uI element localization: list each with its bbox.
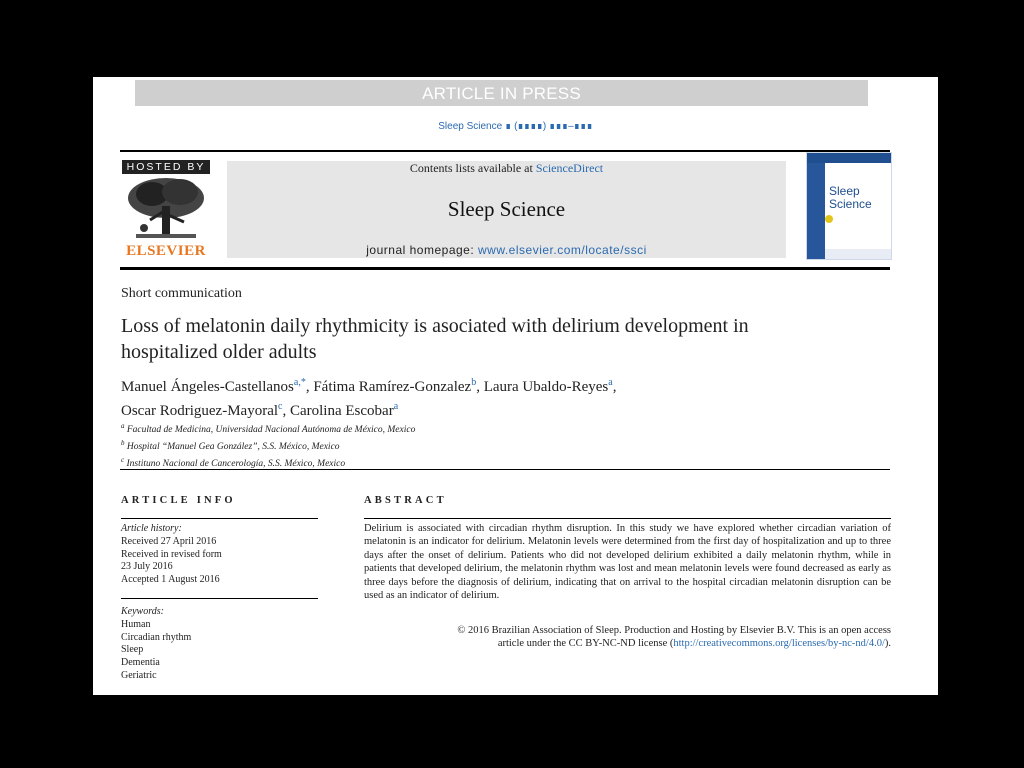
contents-prefix: Contents lists available at xyxy=(409,161,536,175)
cover-dot xyxy=(825,215,833,223)
author-separator: , xyxy=(282,403,290,419)
author-name: Fátima Ramírez-Gonzalez xyxy=(313,379,472,395)
cover-title xyxy=(829,185,872,211)
author-separator: , xyxy=(305,379,314,395)
keywords-rule xyxy=(121,598,318,599)
contents-line xyxy=(227,161,786,176)
author-name: Laura Ubaldo-Reyes xyxy=(483,379,609,395)
keywords-label: Keywords: xyxy=(121,606,164,617)
author-name: Manuel Ángeles-Castellanos xyxy=(121,379,294,395)
history-item: Received in revised form xyxy=(121,548,222,560)
affiliation-text: Facultad de Medicina, Universidad Nacional Autónoma de México, Mexico xyxy=(126,425,416,436)
author-name: Carolina Escobar xyxy=(289,403,394,419)
article-history xyxy=(121,523,222,587)
author-separator: , xyxy=(612,379,617,395)
cover-side-band xyxy=(807,163,825,259)
affiliation-text: Instituno Nacional de Cancerología, S.S. México, Mexico xyxy=(126,459,346,470)
masthead-bottom-rule xyxy=(120,267,890,270)
keyword-item: Circadian rhythm xyxy=(121,631,192,643)
author-affiliation-link[interactable]: c xyxy=(278,401,283,412)
hosted-by-label: HOSTED BY xyxy=(122,160,210,174)
history-item: 23 July 2016 xyxy=(121,561,173,573)
abstract-rule xyxy=(364,518,891,519)
history-label: Article history: xyxy=(121,523,182,534)
journal-title: Sleep Science xyxy=(447,197,566,221)
header-divider xyxy=(120,469,890,470)
article-type: Short communication xyxy=(121,286,242,301)
copyright-line-1: © 2016 Brazilian Association of Sleep. Production and Hosting by Elsevier B.V. This is an open access xyxy=(457,625,891,636)
author-affiliation-link[interactable]: a xyxy=(608,377,613,388)
abstract-heading: ABSTRACT xyxy=(364,495,447,506)
author-affiliation-link[interactable]: a xyxy=(393,401,399,412)
affiliation-item xyxy=(121,420,415,437)
article-info-rule xyxy=(121,518,318,519)
keyword-item: Dementia xyxy=(121,657,160,669)
cover-bottom-band xyxy=(825,249,891,259)
affiliation-list xyxy=(121,420,415,471)
sciencedirect-link[interactable]: ScienceDirect xyxy=(535,161,604,175)
journal-cover-thumbnail xyxy=(806,152,892,260)
cover-title-line-1: Sleep xyxy=(829,184,860,198)
journal-reference-link[interactable]: Sleep Science ∎ (∎∎∎∎) ∎∎∎–∎∎∎ xyxy=(438,121,593,132)
license-prefix: article under the CC BY-NC-ND license ( xyxy=(497,638,674,650)
keyword-item: Geriatric xyxy=(121,669,157,681)
license-link[interactable]: http://creativecommons.org/licenses/by-nc-nd/4.0/ xyxy=(673,638,885,650)
history-item: Received 27 April 2016 xyxy=(121,535,217,547)
keyword-item: Human xyxy=(121,618,151,630)
author-affiliation-link[interactable]: b xyxy=(471,377,477,388)
author-list xyxy=(121,373,761,421)
masthead-top-rule xyxy=(120,150,890,152)
keyword-list xyxy=(121,606,191,683)
copyright-line-2 xyxy=(364,637,891,650)
homepage-line xyxy=(227,243,786,257)
elsevier-logo-text: ELSEVIER xyxy=(126,243,206,259)
author-affiliation-link[interactable]: a,* xyxy=(293,377,306,388)
cover-title-line-2: Science xyxy=(829,197,872,211)
journal-masthead xyxy=(227,161,786,258)
article-in-press-banner: ARTICLE IN PRESS xyxy=(135,80,868,106)
author-separator: , xyxy=(476,379,484,395)
article-title: Loss of melatonin daily rhythmicity is asociated with delirium development in hospitalized older adults xyxy=(121,315,749,363)
author-name: Oscar Rodriguez-Mayoral xyxy=(121,403,279,419)
affiliation-marker: a xyxy=(121,422,125,430)
cover-top-band xyxy=(807,153,891,163)
elsevier-tree-logo xyxy=(122,176,210,242)
affiliation-marker: c xyxy=(121,456,125,465)
abstract-text: Delirium is associated with circadian rhythm disruption. In this study we have explored whether circadian variation of melatonin is an indicator for delirium. Melatonin levels were determined from the first day of hospitalization and up to three days after the onset of delirium. Patients who did not developed delirium exhibited a daily melatonin rhythm, while in patients that developed delirium, the melatonin rhythm was lost and mean melatonin levels were found decreased as early as three days before the diagnosis of delirium, indicating that on arrival to the hospital circadian melatonin disruption can be used as an indicator of delirium. xyxy=(364,523,891,602)
copyright-notice xyxy=(364,624,891,651)
keyword-item: Sleep xyxy=(121,644,144,656)
history-item: Accepted 1 August 2016 xyxy=(121,574,220,586)
homepage-prefix: journal homepage: xyxy=(366,243,479,257)
article-info-heading: ARTICLE INFO xyxy=(121,495,236,506)
article-page xyxy=(93,77,938,695)
affiliation-text: Hospital “Manuel Gea González”, S.S. México, Mexico xyxy=(126,442,340,453)
affiliation-marker: b xyxy=(121,439,125,448)
affiliation-item xyxy=(121,437,415,454)
journal-homepage-link[interactable]: www.elsevier.com/locate/ssci xyxy=(478,243,647,257)
license-suffix: ). xyxy=(884,638,891,650)
